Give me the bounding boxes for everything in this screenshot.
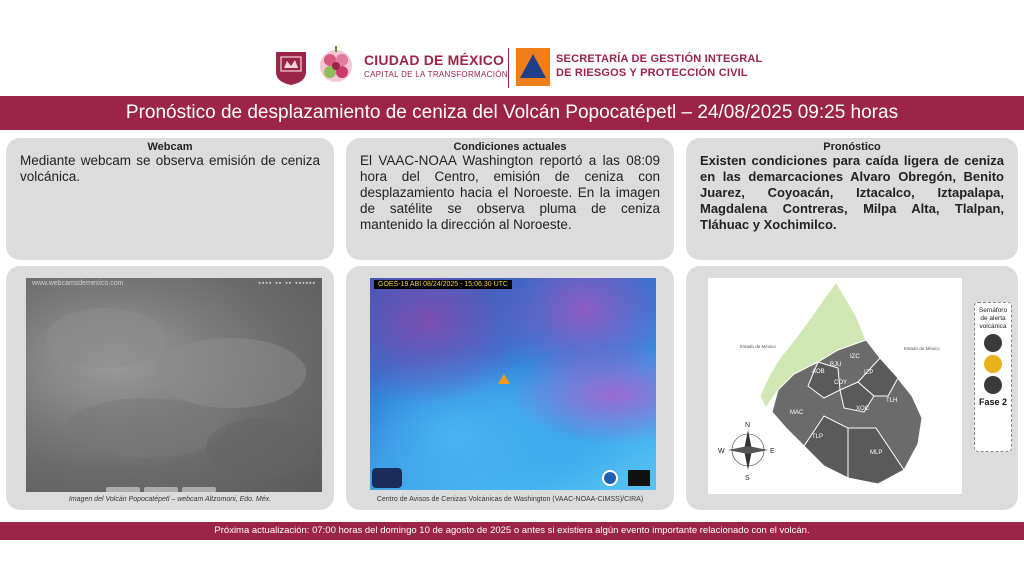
agency-line-1: SECRETARÍA DE GESTIÓN INTEGRAL (556, 53, 763, 65)
map-state-left: Estado de México (740, 344, 776, 349)
footer-next-update: Próxima actualización: 07:00 horas del domingo 10 de agosto de 2025 o antes si existiera algún evento importante relacionado con el volcán. (0, 522, 1024, 540)
webcam-heading: Webcam (147, 141, 193, 153)
volcano-marker-icon (498, 374, 510, 384)
map-label-coy: COY (834, 380, 848, 386)
cdmx-subtitle: CAPITAL DE LA TRANSFORMACIÓN (364, 70, 508, 79)
semaphore-yellow-light (984, 355, 1002, 373)
semaphore-red-light (984, 376, 1002, 394)
map-label-xoc: XOC (856, 406, 870, 412)
svg-text:E: E (770, 448, 775, 455)
cdmx-title: CIUDAD DE MÉXICO (364, 52, 505, 68)
cdmx-shield-logo (274, 50, 308, 86)
map-label-izp: IZP (864, 370, 874, 376)
agency-wordmark (556, 52, 762, 80)
header (0, 40, 1024, 92)
satellite-image (370, 278, 656, 490)
map-state-right: Estado de México (904, 346, 940, 351)
cdmx-flower-logo (316, 44, 356, 90)
svg-text:S: S (745, 475, 750, 482)
conditions-text: El VAAC-NOAA Washington reportó a las 08:09 hora del Centro, emisión de ceniza con desplazamiento hacia el Noroeste. En la imagen de satélite se observa pluma de ceniza mantenido la dirección al Noroeste. (360, 153, 660, 232)
map-panel (686, 266, 1018, 510)
forecast-heading: Pronóstico (823, 141, 881, 153)
forecast-text: Existen condiciones para caída ligera de ceniza en las demarcaciones Alvaro Obregón, Benito Juarez, Coyoacán, Iztacalco, Iztapalapa, Magdalena Contreras, Milpa Alta, Tlalpan, Tláhuac y Xochimilco. (700, 153, 1004, 232)
map-label-tlp: TLP (812, 434, 824, 440)
map-label-mlp: MLP (870, 450, 883, 456)
satellite-caption: Centro de Avisos de Cenizas Volcánicas de Washington (VAAC-NOAA-CIMSS)/CIRA) (376, 496, 644, 503)
agency-line-2: DE RIESGOS Y PROTECCIÓN CIVIL (556, 67, 748, 79)
map-label-bju: BJU (830, 362, 842, 368)
semaphore-phase: Fase 2 (978, 397, 1008, 407)
compass-rose-icon (718, 422, 775, 482)
ash-map (708, 278, 962, 494)
svg-text:N: N (745, 422, 751, 429)
webcam-card (6, 138, 334, 260)
cdmx-map (708, 278, 962, 494)
semaphore-title: Semáforo de alerta volcánica (978, 307, 1008, 330)
webcam-text: Mediante webcam se observa emisión de ceniza volcánica. (20, 153, 320, 184)
webcam-watermark: www.webcamsdemexico.com (32, 280, 124, 287)
globe-icon (372, 468, 402, 488)
page-title: Pronóstico de desplazamiento de ceniza del Volcán Popocatépetl – 24/08/2025 09:25 horas (0, 96, 1024, 130)
satellite-panel (346, 266, 674, 510)
volcanic-alert-semaphore (974, 302, 1012, 452)
noaa-logo (602, 470, 618, 486)
header-divider (508, 48, 509, 88)
proteccion-civil-logo (516, 48, 550, 86)
webcam-panel (6, 266, 334, 510)
webcam-caption: Imagen del Volcán Popocatépetl – webcam Altzomoni, Edo. Méx. (68, 496, 272, 503)
webcam-footer-logos (106, 480, 256, 488)
webcam-image (26, 278, 322, 492)
satellite-header: GOES-19 ABI 08/24/2025 - 15:06:30 UTC (374, 280, 512, 289)
map-label-tlh: TLH (886, 398, 898, 404)
map-label-izc: IZC (850, 354, 860, 360)
conditions-card (346, 138, 674, 260)
map-label-aob: AOB (812, 369, 825, 375)
map-label-mac: MAC (790, 410, 804, 416)
cdmx-wordmark (364, 52, 508, 79)
cira-logo (628, 470, 650, 486)
webcam-timestamp: ▪▪▪▪ ▪▪ ▪▪ ▪▪▪▪▪▪ (258, 280, 316, 287)
svg-text:W: W (718, 448, 725, 455)
semaphore-green-light (984, 334, 1002, 352)
conditions-heading: Condiciones actuales (453, 141, 567, 153)
forecast-card (686, 138, 1018, 260)
